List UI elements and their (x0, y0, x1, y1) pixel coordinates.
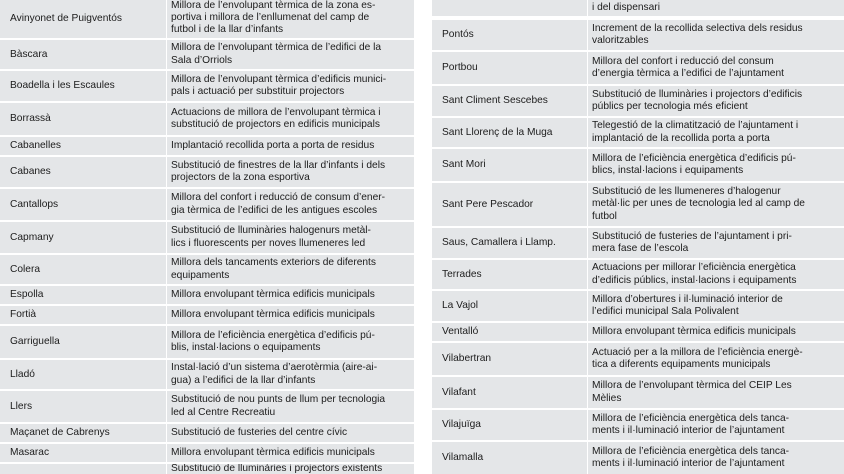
action-cell: Millora dels tancaments exteriors de diferents equipaments (166, 255, 414, 284)
action-cell: Millora de l’eficiència energètica d’edificis pú- blics, instal·lacions i equipaments (587, 149, 844, 181)
table-row (0, 464, 414, 474)
action-cell: Millora envolupant tèrmica edificis municipals (587, 323, 844, 341)
municipality-cell: Terrades (442, 268, 482, 280)
municipality-cell: Vilabertran (442, 353, 492, 364)
municipality-cell: La Vajol (442, 300, 479, 311)
municipality-cell: Capmany (10, 231, 54, 243)
action-cell: Actuacions de millora de l’envolupant tèrmica i substitució de projectors en edificis municipals (166, 103, 414, 135)
municipality-cell: Ventalló (442, 326, 479, 337)
table-row (0, 157, 414, 187)
municipality-cell (432, 0, 587, 16)
table-row (432, 442, 844, 474)
table-row (0, 255, 414, 284)
table-row (0, 306, 414, 324)
municipality-cell: Borrassà (10, 113, 51, 124)
municipality-cell: Avinyonet de Puigventós (10, 13, 122, 24)
action-cell: Actuacions per millorar l’eficiència energètica d’edificis públics, instal·lacions i equipaments (587, 260, 844, 289)
action-cell: Millora de l’eficiència energètica dels tanca- ments i il·luminació interior de l’ajuntament (587, 442, 844, 474)
action-cell: Millora envolupant tèrmica edificis municipals (166, 306, 414, 324)
table-row (0, 189, 414, 220)
municipality-cell: Sant Mori (442, 159, 486, 170)
action-cell: Increment de la recollida selectiva dels residus valoritzables (587, 20, 844, 50)
table-row (0, 103, 414, 135)
municipality-cell: Garriguella (10, 336, 60, 347)
action-cell: Actuació per a la millora de l’eficiència energè- tica a diferents equipaments municipals (587, 343, 844, 375)
action-cell: Substitució de lluminàries halogenurs metàl- lics i fluorescents per noves llumeneres led (166, 222, 414, 253)
table-row (432, 377, 844, 408)
table-row (432, 343, 844, 375)
action-cell: Millora de l’envolupant tèrmica de la zona es- portiva i millora de l’enllumenat del camp de futbol i de la llar d’infants (166, 0, 414, 38)
table-row (432, 228, 844, 258)
action-cell: Substitució de fusteries de l’ajuntament i pri- mera fase de l’escola (587, 228, 844, 258)
table-row (0, 40, 414, 69)
table-row (432, 260, 844, 289)
action-cell: Millora del confort i reducció de consum d’ener- gia tèrmica de l’edifici de les antigues escoles (166, 189, 414, 220)
action-cell: Millora d’obertures i il·luminació interior de l’edifici municipal Sala Polivalent (587, 291, 844, 321)
municipality-cell: Lladó (10, 368, 35, 380)
municipality-cell: Colera (10, 263, 41, 275)
table-row (0, 391, 414, 422)
table-row (432, 0, 844, 16)
table-row (432, 20, 844, 50)
action-cell: Millora de l’eficiència energètica d’edificis pú- blis, instal·lacions o equipaments (166, 326, 414, 358)
municipality-cell: Bàscara (10, 48, 48, 60)
table-row (432, 149, 844, 181)
table-row (432, 323, 844, 341)
action-cell: Implantació recollida porta a porta de residus (166, 137, 414, 155)
table-row (432, 291, 844, 321)
table-row (432, 52, 844, 84)
municipality-cell: Vilafant (442, 386, 476, 398)
table-row (0, 286, 414, 304)
municipality-cell: Pontós (442, 29, 474, 40)
table-row (0, 360, 414, 389)
table-row (432, 410, 844, 440)
municipality-cell: Masarac (10, 447, 50, 458)
municipality-cell: Cantallops (10, 198, 59, 210)
municipality-cell (0, 464, 166, 474)
municipality-cell: Llers (10, 400, 33, 412)
action-cell: Substitució de lluminàries i projectors d’edificis públics per tecnologia més eficient (587, 86, 844, 116)
municipality-cell: Sant Llorenç de la Muga (442, 126, 553, 138)
action-cell: Millora de l’envolupant tèrmica del CEIP Les Mèlies (587, 377, 844, 408)
action-cell: Substitució de nou punts de llum per tecnologia led al Centre Recreatiu (166, 391, 414, 422)
municipality-cell: Maçanet de Cabrenys (10, 427, 110, 438)
table-row (432, 86, 844, 116)
municipality-cell: Portbou (442, 62, 478, 73)
municipality-cell: Saus, Camallera i Llamp. (442, 237, 556, 248)
action-cell: Telegestió de la climatització de l’ajuntament i implantació de la recollida porta a porta (587, 118, 844, 147)
municipality-cell: Sant Climent Sescebes (442, 95, 548, 106)
municipality-cell: Cabanelles (10, 140, 61, 151)
municipality-cell: Vilamalla (442, 452, 484, 463)
action-cell: Millora envolupant tèrmica edificis municipals (166, 444, 414, 462)
table-row (0, 137, 414, 155)
action-cell: Substitució de les llumeneres d’halogenur metàl·lic per unes de tecnologia led al camp de futbol (587, 183, 844, 226)
table-row (0, 444, 414, 462)
municipality-cell: Boadella i les Escaules (10, 80, 115, 91)
table-row (0, 424, 414, 442)
table-row (0, 71, 414, 101)
municipality-cell: Vilajuïga (442, 419, 481, 430)
municipality-cell: Fortià (10, 309, 37, 320)
municipality-cell: Espolla (10, 289, 44, 300)
action-cell: Millora de l’envolupant tèrmica d’edificis munici- pals i actuació per substituir projectors (166, 71, 414, 101)
action-cell: Instal·lació d’un sistema d’aerotèrmia (aire-ai- gua) a l’edifici de la llar d’infants (166, 360, 414, 389)
action-cell: Millora de l’envolupant tèrmica de l’edifici de la Sala d’Orriols (166, 40, 414, 69)
action-cell: Substitució de finestres de la llar d’infants i dels projectors de la zona esportiva (166, 157, 414, 187)
action-cell: Substitució de fusteries del centre cívic (166, 424, 414, 442)
action-cell: Millora de l’eficiència energètica dels tanca- ments i il·luminació interior de l’ajuntament (587, 410, 844, 440)
action-cell: Millora envolupant tèrmica edificis municipals (166, 286, 414, 304)
table-row (432, 183, 844, 226)
table-row (0, 222, 414, 253)
municipality-cell: Sant Pere Pescador (442, 198, 534, 210)
action-cell: Millora del confort i reducció del consum d’energia tèrmica a l’edifici de l’ajuntament (587, 52, 844, 84)
action-cell: i del dispensari (587, 0, 844, 16)
action-cell: Substitució de lluminàries i projectors existents (166, 464, 414, 474)
table-row (0, 326, 414, 358)
table-row (0, 0, 414, 38)
municipality-cell: Cabanes (10, 166, 51, 177)
table-row (432, 118, 844, 147)
